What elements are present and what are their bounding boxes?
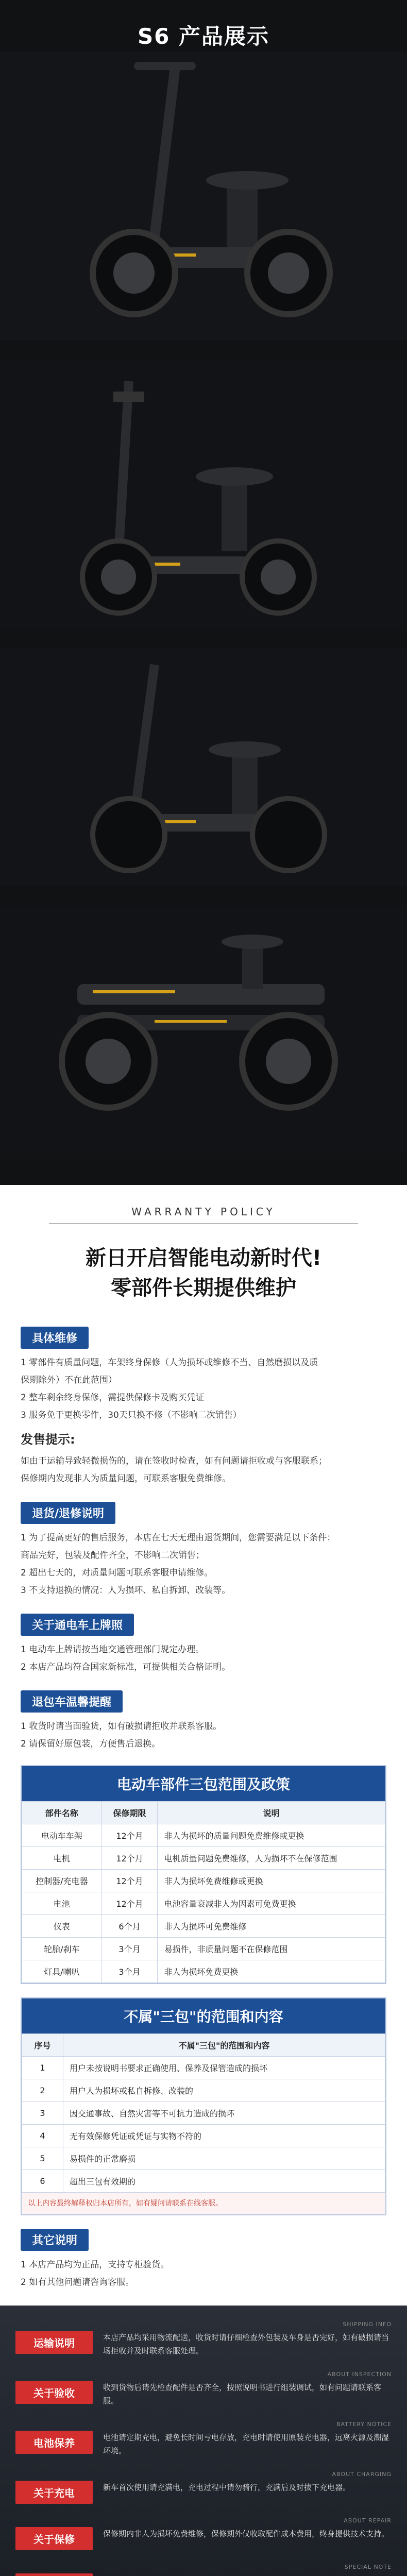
cell: 12个月 [101, 1847, 158, 1870]
section-body [21, 1355, 386, 1423]
warranty-policy-label: WARRANTY POLICY [131, 1206, 276, 1218]
section-tag: 具体维修 [21, 1327, 89, 1349]
cell: 用户人为损坏或私自拆修、改装的 [63, 2079, 385, 2102]
warranty-header [0, 1185, 407, 1313]
table-row [22, 1870, 385, 1892]
section-license [21, 1600, 386, 1675]
section-extra [21, 2215, 386, 2290]
section-line: 1 为了提高更好的售后服务，本店在七天无理由退货期间，您需要满足以下条件： [21, 1533, 336, 1543]
tail-text: 保修期内非人为损坏免费维修，保修期外仅收取配件成本费用，终身提供技术支持。 [103, 2529, 389, 2538]
scooter-image-3 [0, 649, 407, 886]
tail-tag: 运输说明 [15, 2331, 93, 2354]
tail-tag: 关于验收 [15, 2381, 93, 2404]
cell: 12个月 [101, 1824, 158, 1847]
table-row [22, 2057, 385, 2079]
section-line: 保期除外）不在此范围） [21, 1375, 117, 1385]
cell: 电机质量问题免费维修，人为损坏不在保修范围 [158, 1847, 385, 1870]
section-line: 3 不支持退换的情况：人为损坏、私自拆卸、改装等。 [21, 1585, 231, 1596]
section-tag: 退货/退修说明 [21, 1502, 115, 1524]
tail-en-label: SPECIAL NOTE [344, 2564, 392, 2570]
cell: 灯具/喇叭 [22, 1960, 102, 1983]
table-row [22, 1915, 385, 1938]
section-body [21, 1530, 386, 1598]
service-notes [0, 2306, 407, 2576]
tail-text: 新车首次使用请充满电，充电过程中请勿骑行，充满后及时拔下充电器。 [103, 2483, 351, 2492]
tail-item-0 [15, 2321, 392, 2358]
cell: 电机 [22, 1847, 102, 1870]
section-body [21, 1719, 386, 1752]
tail-tag: 电池保养 [15, 2431, 93, 2454]
section-line: 商品完好，包装及配件齐全，不影响二次销售； [21, 1550, 205, 1561]
section-line: 1 零部件有质量问题，车架终身保修（人为损坏或维修不当、自然磨损以及质 [21, 1358, 318, 1368]
tail-tag: 关于保修 [15, 2527, 93, 2550]
tail-item-4 [15, 2517, 392, 2550]
cell: 超出三包有效期的 [63, 2170, 385, 2193]
tail-item-3 [15, 2471, 392, 2504]
cell: 3个月 [101, 1938, 158, 1960]
tail-text: 电池请定期充电，避免长时间亏电存放，充电时请使用原装充电器，远离火源及潮湿环境。 [103, 2433, 389, 2455]
section-body [21, 2257, 386, 2290]
cell: 非人为损坏免费维修或更换 [158, 1870, 385, 1892]
tail-tag [15, 2573, 93, 2576]
column-header: 不属"三包"的范围和内容 [63, 2034, 385, 2057]
warranty-parts-table [21, 1765, 386, 1984]
section-reminder [21, 1677, 386, 1752]
section-subhead: 发售提示: [21, 1432, 75, 1447]
section-line: 3 服务免于更换零件，30天只换不修（不影响二次销售） [21, 1410, 242, 1420]
section-line: 保修期内发现非人为质量问题，可联系客服免费维修。 [21, 1473, 231, 1484]
cell: 控制器/充电器 [22, 1870, 102, 1892]
section-tag: 关于通电车上牌照 [21, 1614, 134, 1636]
table-row [22, 1892, 385, 1915]
showcase-title: S6 产品展示 [137, 24, 270, 49]
cell: 6 [22, 2170, 63, 2193]
cell: 非人为损坏免费更换 [158, 1960, 385, 1983]
cell: 电池 [22, 1892, 102, 1915]
table-row [22, 2147, 385, 2170]
section-line: 1 电动车上牌请按当地交通管理部门规定办理。 [21, 1645, 205, 1655]
cell: 仪表 [22, 1915, 102, 1938]
tail-tag: 关于充电 [15, 2481, 93, 2504]
tail-en-label: ABOUT INSPECTION [327, 2371, 392, 2378]
section-tag: 其它说明 [21, 2229, 89, 2251]
column-header: 部件名称 [22, 1802, 102, 1824]
table-row [22, 2125, 385, 2147]
cell: 1 [22, 2057, 63, 2079]
tail-en-label: SHIPPING INFO [343, 2321, 392, 2328]
table-row [22, 2079, 385, 2102]
section-line: 2 本店产品均符合国家新标准，可提供相关合格证明。 [21, 1662, 231, 1672]
tail-en-label: ABOUT REPAIR [344, 2517, 392, 2524]
cell: 易损件的正常磨损 [63, 2147, 385, 2170]
cell: 2 [22, 2079, 63, 2102]
table-row [22, 1824, 385, 1847]
table-note: 以上内容最终解释权归本店所有，如有疑问请联系在线客服。 [22, 2193, 385, 2214]
section-line: 1 收货时请当面验货，如有破损请拒收并联系客服。 [21, 1721, 222, 1732]
cell: 4 [22, 2125, 63, 2147]
cell: 用户未按说明书要求正确使用、保养及保管造成的损坏 [63, 2057, 385, 2079]
table-row [22, 1938, 385, 1960]
section-tag: 退包车温馨提醒 [21, 1690, 123, 1713]
headline-1: 新日开启智能电动新时代! [85, 1246, 322, 1270]
column-header: 保修期限 [101, 1802, 158, 1824]
headline-2: 零部件长期提供维护 [111, 1276, 296, 1300]
tail-item-2 [15, 2421, 392, 2458]
tail-text: 收到货物后请先检查配件是否齐全，按照说明书进行组装调试，如有问题请联系客服。 [103, 2383, 382, 2405]
tail-text [93, 2573, 392, 2576]
cell: 3 [22, 2102, 63, 2125]
cell: 12个月 [101, 1892, 158, 1915]
column-header: 序号 [22, 2034, 63, 2057]
section-line: 1 本店产品均为正品，支持专柜验货。 [21, 2260, 169, 2270]
section-line: 如由于运输导致轻微损伤的，请在签收时检查，如有问题请拒收或与客服联系； [21, 1456, 327, 1466]
table-row [22, 2170, 385, 2193]
section-line: 2 如有其他问题请咨询客服。 [21, 2277, 134, 2287]
section-line: 2 超出七天的，对质量问题可联系客服申请维修。 [21, 1568, 213, 1578]
section-body [21, 1642, 386, 1675]
table-row [22, 2102, 385, 2125]
divider [49, 1223, 358, 1224]
product-showcase [0, 0, 407, 1185]
cell: 电池容量衰减非人为因素可免费更换 [158, 1892, 385, 1915]
cell: 电动车车架 [22, 1824, 102, 1847]
tail-text: 本店产品均采用物流配送，收货时请仔细检查外包装及车身是否完好，如有破损请当场拒收并及时联系客服处理。 [103, 2333, 389, 2355]
scooter-image-2 [0, 361, 407, 629]
tail-item-1 [15, 2371, 392, 2408]
section-sub-body [21, 1453, 386, 1486]
section-repair [21, 1313, 386, 1486]
cell: 非人为损坏可免费维修 [158, 1915, 385, 1938]
cell: 易损件，非质量问题不在保修范围 [158, 1938, 385, 1960]
cell: 无有效保修凭证或凭证与实物不符的 [63, 2125, 385, 2147]
tail-en-label: ABOUT CHARGING [332, 2471, 392, 2478]
cell: 5 [22, 2147, 63, 2170]
cell: 12个月 [101, 1870, 158, 1892]
scooter-image-4 [0, 907, 407, 1154]
tail-item-5 [15, 2564, 392, 2576]
table-title: 不属"三包"的范围和内容 [22, 1998, 385, 2033]
section-line: 2 请保留好原包装，方便售后退换。 [21, 1739, 161, 1749]
column-header: 说明 [158, 1802, 385, 1824]
cell: 3个月 [101, 1960, 158, 1983]
tail-en-label: BATTERY NOTICE [336, 2421, 392, 2428]
cell: 6个月 [101, 1915, 158, 1938]
table-title: 电动车部件三包范围及政策 [22, 1766, 385, 1801]
cell: 轮胎/刹车 [22, 1938, 102, 1960]
table-row [22, 1847, 385, 1870]
section-line: 2 整车剩余终身保修，需提供保修卡及购买凭证 [21, 1393, 205, 1403]
section-return [21, 1488, 386, 1598]
table-row [22, 1960, 385, 1983]
exclusion-table [21, 1997, 386, 2215]
cell: 非人为损坏的质量问题免费维修或更换 [158, 1824, 385, 1847]
scooter-image-1 [0, 52, 407, 340]
cell: 因交通事故、自然灾害等不可抗力造成的损坏 [63, 2102, 385, 2125]
